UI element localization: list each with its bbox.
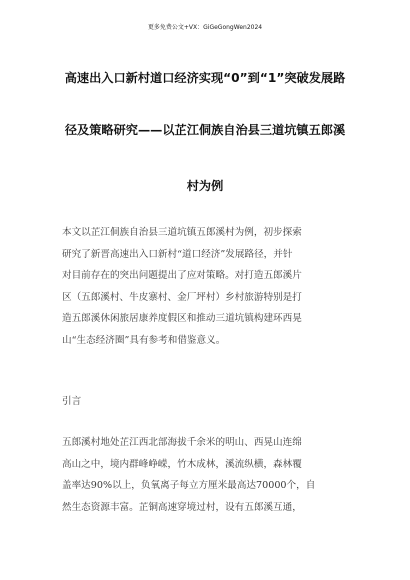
abstract-line: 对目前存在的突出问题提出了应对策略。对打造五郎溪片 — [62, 270, 302, 281]
abstract-line: 区（五郎溪村、牛皮寨村、金厂坪村）乡村旅游特别是打 — [62, 291, 302, 303]
section-heading-introduction: 引言 — [62, 396, 82, 407]
intro-line: 盖率达90%以上，负氧离子每立方厘米最高达70000个，自 — [62, 480, 316, 491]
document-title-line-3: 村为例 — [186, 179, 224, 193]
page-header-note: 更多免费公文+VX：GiGeGongWen2024 — [147, 24, 263, 31]
abstract-line: 造五郎溪休闲旅居康养度假区和推动三道坑镇构建环西晃 — [62, 313, 302, 324]
document-title-line-2: 径及策略研究——以芷江侗族自治县三道坑镇五郎溪 — [64, 123, 346, 137]
abstract-paragraph — [62, 222, 352, 351]
document-title-line-1: 高速出入口新村道口经济实现“0”到“1”突破发展路 — [64, 71, 346, 85]
abstract-line: 研究了新晋高速出入口新村“道口经济”发展路径，并针 — [62, 248, 293, 260]
abstract-line: 本文以芷江侗族自治县三道坑镇五郎溪村为例，初步探索 — [62, 227, 302, 238]
intro-line: 然生态资源丰富。芷铜高速穿境过村，设有五郎溪互通， — [62, 501, 302, 513]
abstract-line: 山“生态经济圈”具有参考和借鉴意义。 — [62, 334, 226, 346]
intro-line: 高山之中，境内群峰峥嵘，竹木成林，溪流纵横，森林覆 — [62, 458, 302, 470]
intro-line: 五郎溪村地处芷江西北部海拔千余米的明山、西晃山连绵 — [62, 437, 302, 448]
introduction-paragraph — [62, 432, 352, 518]
